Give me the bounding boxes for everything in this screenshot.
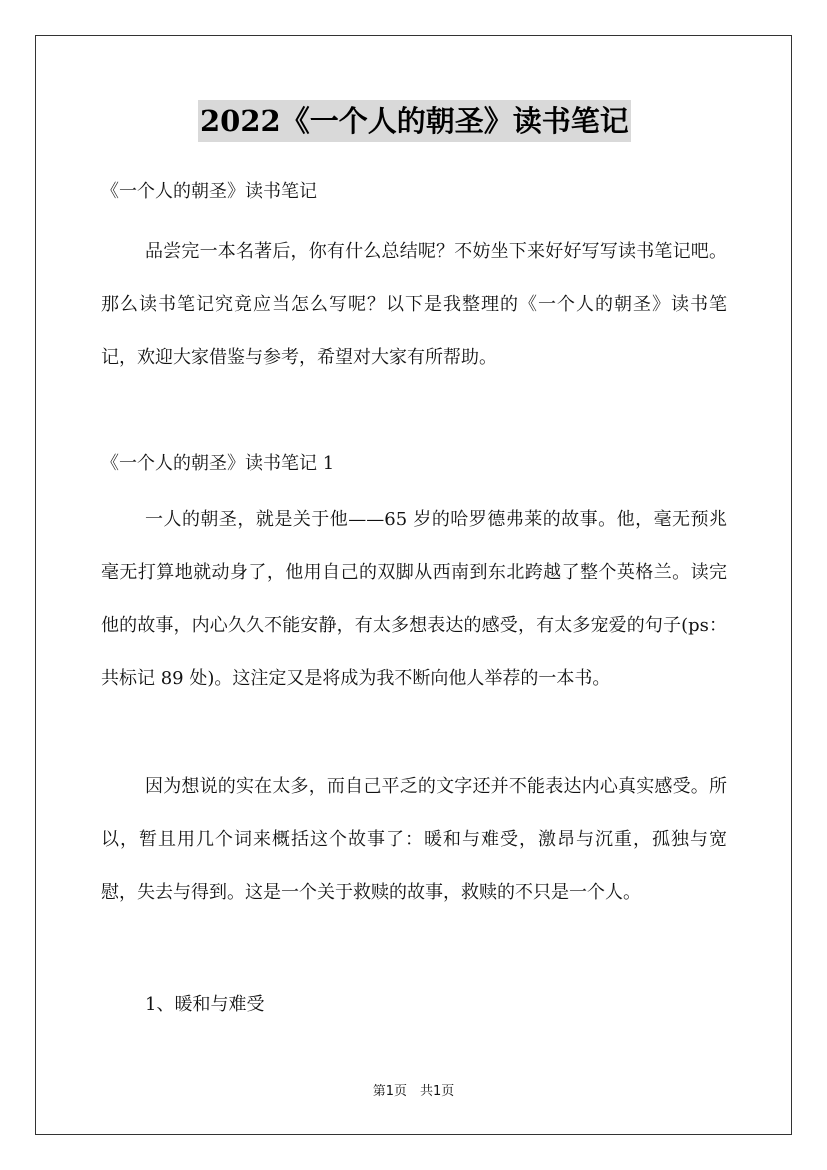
document-title: 2022《一个人的朝圣》读书笔记 [198, 100, 631, 142]
intro-paragraph: 品尝完一本名著后，你有什么总结呢？不妨坐下来好好写写读书笔记吧。那么读书笔记究竟应当怎么写呢？以下是我整理的《一个人的朝圣》读书笔记，欢迎大家借鉴与参考，希望对大家有所帮助。 [101, 241, 727, 368]
body-paragraph-1: 一人的朝圣，就是关于他——65 岁的哈罗德弗莱的故事。他，毫无预兆毫无打算地就动身了，他用自己的双脚从西南到东北跨越了整个英格兰。读完他的故事，内心久久不能安静，有太多想表达的感受，有太多宠爱的句子(ps：共标记 89 处)。这注定又是将成为我不断向他人举荐的一本书。 [101, 509, 727, 689]
section-heading: 《一个人的朝圣》读书笔记 1 [101, 453, 335, 474]
list-heading: 1、暖和与难受 [145, 994, 265, 1015]
page-footer: 第1页 共1页 [372, 1084, 455, 1099]
document-subtitle: 《一个人的朝圣》读书笔记 [101, 181, 317, 202]
body-paragraph-2: 因为想说的实在太多，而自己平乏的文字还并不能表达内心真实感受。所以，暂且用几个词来概括这个故事了：暖和与难受，激昂与沉重，孤独与宽慰，失去与得到。这是一个关于救赎的故事，救赎的不只是一个人。 [101, 776, 727, 903]
